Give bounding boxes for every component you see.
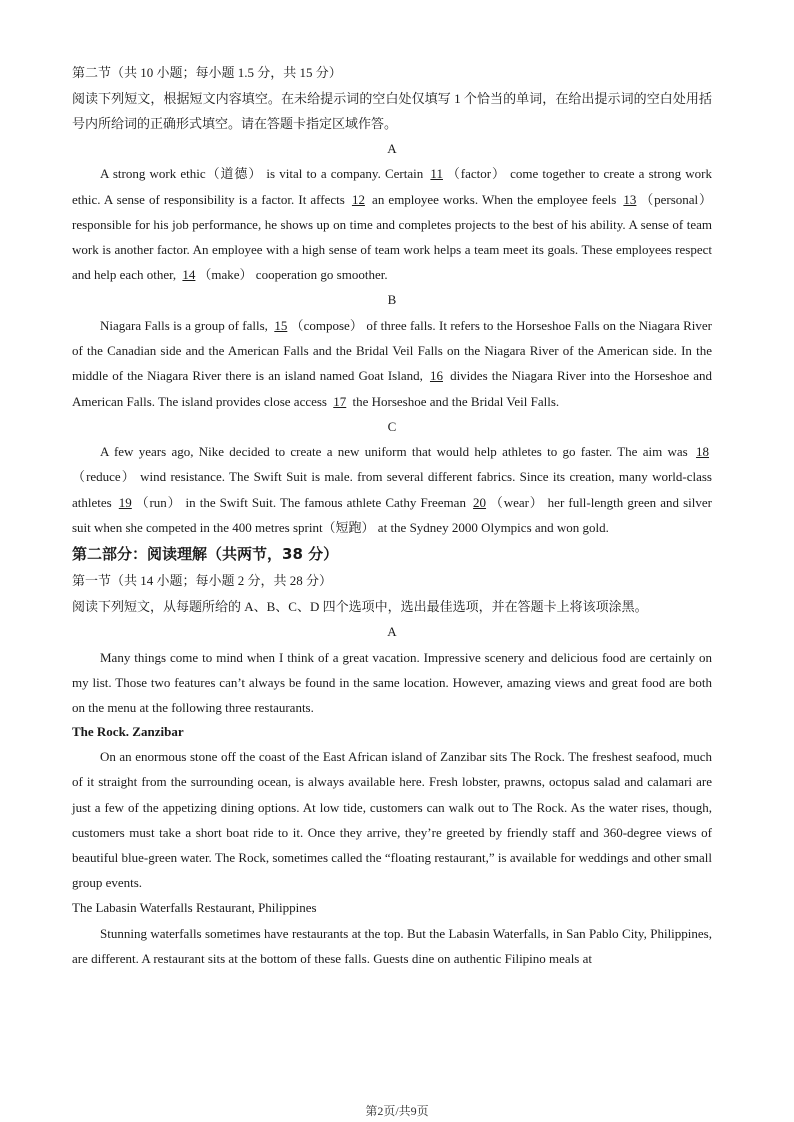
restaurant-title: The Labasin Waterfalls Restaurant, Philippines bbox=[72, 900, 317, 916]
restaurant-title: The Rock. Zanzibar bbox=[72, 724, 184, 740]
blank-15: 15 bbox=[274, 317, 288, 333]
passage-text: （personal） responsible for his job performance, he shows up on time and completes projects to the best of his ability. A sense of team work is another factor. An employee with a high sense of team work helps a team meet its goals. These employees respect and help each other, bbox=[72, 191, 713, 283]
passage-b bbox=[72, 313, 712, 414]
passage-text: A few years ago, Nike decided to create a new uniform that would help athletes to go faster. The aim was bbox=[100, 444, 693, 460]
blank-14: 14 bbox=[182, 267, 196, 283]
passage-text: （run） in the Swift Suit. The famous athlete Cathy Freeman bbox=[134, 494, 471, 510]
passage-intro: Many things come to mind when I think of a great vacation. Impressive scenery and delicious food are certainly on my list. Those two features can’t always be found in the same location. However, amazing views and great food are both on the menu at the following three restaurants. bbox=[72, 649, 712, 715]
passage-label-a: A bbox=[387, 624, 397, 640]
blank-17: 17 bbox=[333, 393, 347, 409]
passage-label-a: A bbox=[387, 140, 397, 156]
passage-text: （wear） her full-length green and silver suit when she competed in the 400 metres sprint（短跑） at the Sydney 2000 Olympics and won gold. bbox=[72, 494, 712, 535]
page-number: 第2页/共9页 bbox=[365, 1104, 429, 1118]
passage-label-b: B bbox=[387, 292, 397, 308]
section-header: 第二节（共 10 小题；每小题 1.5 分，共 15 分） bbox=[72, 65, 342, 80]
blank-13: 13 bbox=[623, 191, 637, 207]
passage-text: （reduce） wind resistance. The Swift Suit is male. from several different fabrics. Since its creation, many world-class athletes bbox=[72, 469, 712, 510]
blank-19: 19 bbox=[118, 494, 132, 510]
restaurant-description: Stunning waterfalls sometimes have restaurants at the top. But the Labasin Waterfalls, in San Pablo City, Philippines, are different. A restaurant sits at the bottom of these falls. Guests dine on authentic Filipino meals at bbox=[72, 925, 712, 967]
blank-16: 16 bbox=[429, 368, 443, 384]
restaurant-description: On an enormous stone off the coast of the East African island of Zanzibar sits The Rock. The freshest seafood, much of it straight from the surrounding ocean, is always available here. Fresh lobster, prawns, octopus salad and calamari are just a few of the appetizing dining options. At low tide, customers can walk out to The Rock. As the water rises, though, customers must take a short boat ride to it. Once they arrive, they’re greeted by friendly staff and 360-degree views of beautiful blue-green water. The Rock, sometimes called the “floating restaurant,” is available for weddings and other small group events. bbox=[72, 749, 712, 891]
passage-c bbox=[72, 439, 712, 540]
passage-a bbox=[72, 161, 712, 287]
blank-12: 12 bbox=[351, 191, 365, 207]
passage-text: （make） cooperation go smoother. bbox=[198, 267, 388, 283]
exam-page bbox=[72, 60, 712, 971]
passage-text: （factor） come together to create a strong work ethic. A sense of responsibility is a factor. It affects bbox=[72, 166, 712, 207]
passage-text: （compose） of three falls. It refers to the Horseshoe Falls on the Niagara River of the Canadian side and the American Falls and the Bridal Veil Falls on the Niagara River of the American side. In the middle of the Niagara River there is an island named Goat Island, bbox=[72, 317, 712, 384]
section-instructions: 阅读下列短文，从每题所给的 A、B、C、D 四个选项中，选出最佳选项，并在答题卡上将该项涂黑。 bbox=[72, 598, 648, 614]
passage-text: an employee works. When the employee feels bbox=[367, 191, 621, 207]
passage-text: A strong work ethic（道德） is vital to a company. Certain bbox=[100, 166, 428, 182]
part-heading: 第二部分：阅读理解（共两节，38 分） bbox=[72, 545, 339, 564]
section-instructions: 阅读下列短文，根据短文内容填空。在未给提示词的空白处仅填写 1 个恰当的单词，在给出提示词的空白处用括号内所给词的正确形式填空。请在答题卡指定区域作答。 bbox=[72, 90, 712, 131]
passage-label-c: C bbox=[387, 418, 397, 434]
blank-11: 11 bbox=[430, 166, 443, 182]
blank-20: 20 bbox=[473, 494, 487, 510]
passage-text: the Horseshoe and the Bridal Veil Falls. bbox=[349, 393, 560, 409]
passage-text: Niagara Falls is a group of falls, bbox=[100, 317, 272, 333]
section-header: 第一节（共 14 小题；每小题 2 分，共 28 分） bbox=[72, 573, 333, 589]
blank-18: 18 bbox=[696, 444, 709, 460]
passage-text: divides the Niagara River into the Horseshoe and American Falls. The island provides close access bbox=[72, 368, 712, 409]
